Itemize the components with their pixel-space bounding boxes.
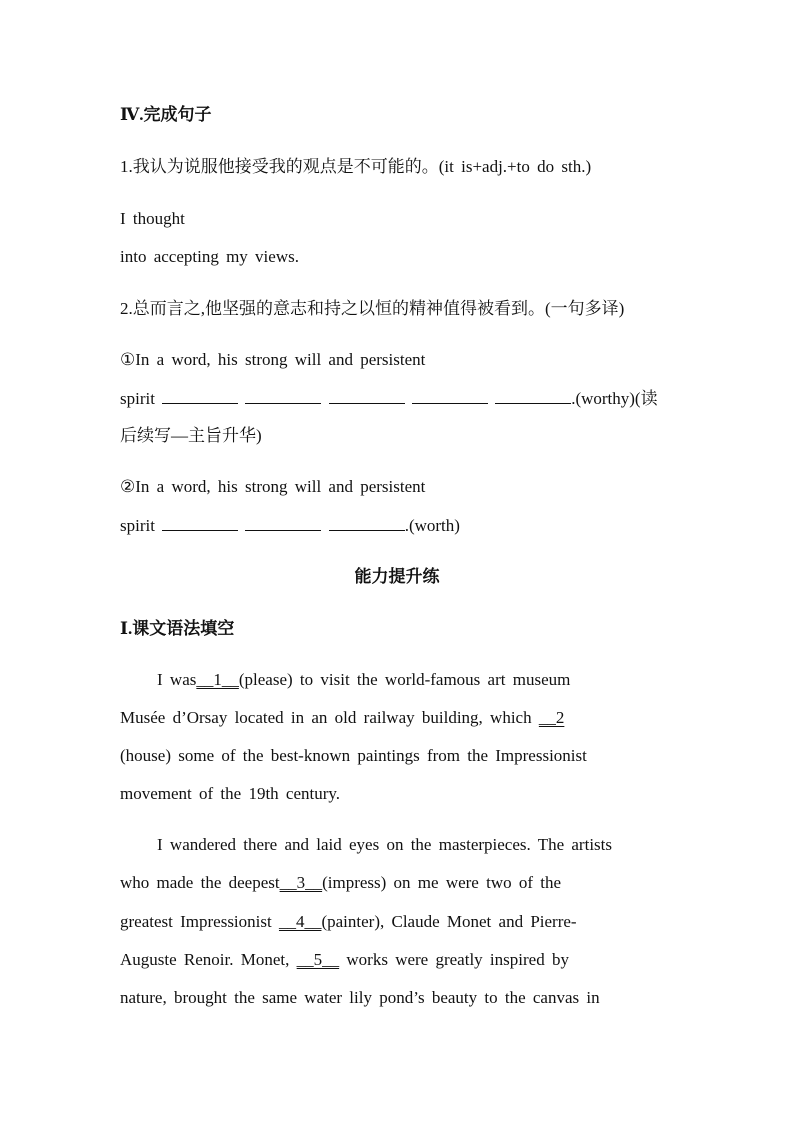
p1-line-2 [120, 707, 564, 729]
q2-a-spirit: spirit [120, 389, 155, 408]
q2-b-line-1: ②In a word, his strong will and persistent [120, 477, 426, 496]
q2-b-tail: .(worth) [404, 516, 460, 535]
q1-prompt: 1.我认为说服他接受我的观点是不可能的。(it is+adj.+to do sth.) [120, 157, 592, 176]
blank-number[interactable]: __3__ [279, 873, 323, 892]
blank[interactable] [495, 387, 571, 404]
p2-line-2 [120, 872, 561, 894]
blank-number[interactable]: __4__ [278, 912, 322, 931]
p1-line-1 [157, 669, 570, 691]
practice-heading: 能力提升练 [354, 567, 440, 586]
blank[interactable] [245, 514, 321, 531]
text: I was [157, 670, 197, 689]
q2-a-note-start: 读 [640, 389, 658, 408]
p1-line-3: (house) some of the best-known paintings from the Impressionist [120, 746, 587, 765]
p2-line-1: I wandered there and laid eyes on the masterpieces. The artists [157, 835, 612, 854]
blank[interactable] [329, 387, 405, 404]
section-1-title: Ⅰ.课文语法填空 [120, 619, 235, 638]
text: Auguste Renoir. Monet, [120, 950, 290, 969]
q1-answer-line-2: into accepting my views. [120, 247, 299, 266]
text: (painter), Claude Monet and Pierre- [321, 912, 577, 931]
q2-a-line-2 [120, 387, 658, 410]
blank[interactable] [162, 387, 238, 404]
blank[interactable] [329, 514, 405, 531]
p2-line-5: nature, brought the same water lily pond’s beauty to the canvas in [120, 988, 600, 1007]
text: (please) to visit the world-famous art museum [238, 670, 571, 689]
q2-a-note-line-2: 后续写—主旨升华) [120, 426, 262, 445]
blank-number[interactable]: __2 [538, 708, 565, 727]
q2-a-line-1: ①In a word, his strong will and persistent [120, 350, 426, 369]
p1-line-4: movement of the 19th century. [120, 784, 341, 803]
blank-number[interactable]: __1__ [196, 670, 239, 689]
q1-answer-line-1: I thought [120, 209, 185, 228]
text: greatest Impressionist [120, 912, 272, 931]
section-4-title: Ⅳ.完成句子 [120, 105, 212, 124]
blank-number[interactable]: __5__ [296, 950, 340, 969]
blank[interactable] [412, 387, 488, 404]
text: who made the deepest [120, 873, 280, 892]
q2-b-spirit: spirit [120, 516, 155, 535]
text: works were greatly inspired by [346, 950, 569, 969]
p2-line-3 [120, 911, 577, 933]
p2-line-4 [120, 949, 569, 971]
text: Musée d’Orsay located in an old railway building, which [120, 708, 532, 727]
q2-b-line-2 [120, 514, 460, 537]
blank[interactable] [162, 514, 238, 531]
q2-a-tail: .(worthy)( [571, 389, 641, 408]
q2-prompt: 2.总而言之,他坚强的意志和持之以恒的精神值得被看到。(一句多译) [120, 299, 625, 318]
blank[interactable] [245, 387, 321, 404]
text: (impress) on me were two of the [322, 873, 562, 892]
